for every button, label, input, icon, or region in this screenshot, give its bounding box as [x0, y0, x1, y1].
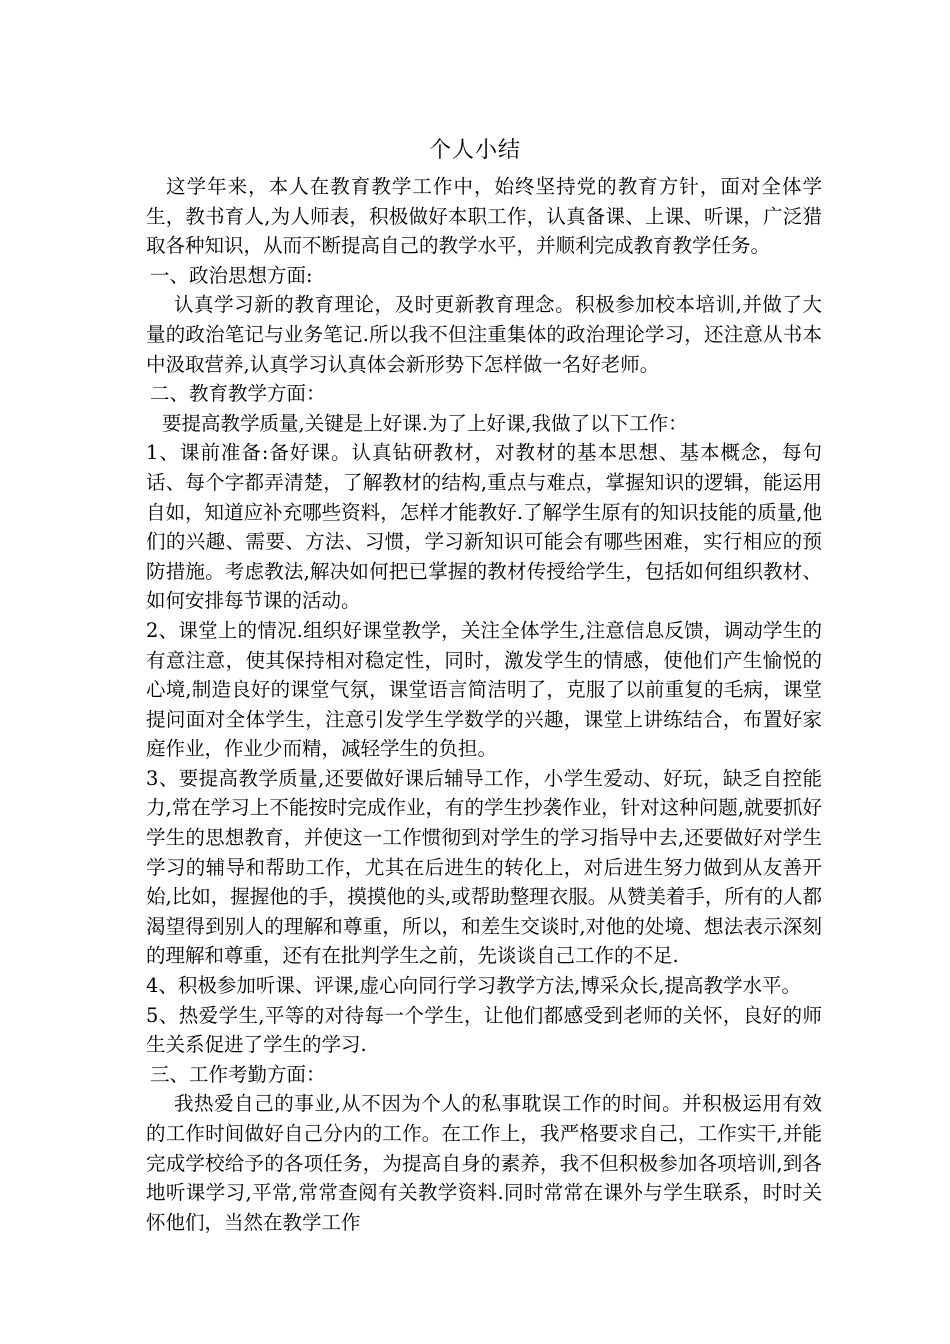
paragraph-intro: 这学年来，本人在教育教学工作中，始终坚持党的教育方针，面对全体学生，教书育人,为人师表，积极做好本职工作，认真备课、上课、听课，广泛猎取各种知识，从而不断提高自己的教学水平，并顺利完成教育教学任务。	[146, 175, 822, 258]
document-title: 个人小结	[428, 138, 521, 163]
section-heading-teaching: 二、教育教学方面：	[150, 382, 326, 406]
list-item-3: 3、要提高教学质量,还要做好课后辅导工作，小学生爱动、好玩，缺乏自控能力,常在学习上不能按时完成作业，有的学生抄袭作业，针对这种问题,就要抓好学生的思想教育，并使这一工作惯彻到对学生的学习指导中去,还要做好对学生学习的辅导和帮助工作，尤其在后进生的转化上，对后进生努力做到从友善开始,比如，握握他的手，摸摸他的头,或帮助整理衣服。从赞美着手，所有的人都渴望得到别人的理解和尊重，所以，和差生交谈时,对他的处境、想法表示深刻的理解和尊重，还有在批判学生之前，先谈谈自己工作的不足.	[146, 766, 822, 968]
list-item-4: 4、积极参加听课、评课,虚心向同行学习教学方法,博采众长,提高教学水平。	[146, 974, 802, 998]
section-heading-attendance: 三、工作考勤方面：	[150, 1062, 326, 1086]
paragraph-teaching-intro: 要提高教学质量,关键是上好课.为了上好课,我做了以下工作：	[162, 411, 688, 435]
list-item-1: 1、课前准备:备好课。认真钻研教材，对教材的基本思想、基本概念，每句话、每个字都弄清楚，了解教材的结构,重点与难点，掌握知识的逻辑，能运用自如，知道应补充哪些资料，怎样才能教好.了解学生原有的知识技能的质量,他们的兴趣、需要、方法、习惯，学习新知识可能会有哪些困难，实行相应的预防措施。考虑教法,解决如何把已掌握的教材传授给学生，包括如何组织教材、如何安排每节课的活动。	[146, 441, 822, 613]
list-item-2: 2、课堂上的情况.组织好课堂教学，关注全体学生,注意信息反馈，调动学生的有意注意，使其保持相对稳定性，同时，激发学生的情感，使他们产生愉悦的心境,制造良好的课堂气氛，课堂语言简洁明了，克服了以前重复的毛病，课堂提问面对全体学生，注意引发学生学数学的兴趣，课堂上讲练结合，布置好家庭作业，作业少而精，减轻学生的负担。	[146, 618, 822, 761]
document-body	[146, 172, 822, 1237]
paragraph-politics: 认真学习新的教育理论，及时更新教育理念。积极参加校本培训,并做了大量的政治笔记与业务笔记.所以我不但注重集体的政治理论学习，还注意从书本中汲取营养,认真学习认真体会新形势下怎样做一名好老师。	[146, 293, 822, 376]
section-heading-politics: 一、政治思想方面:	[150, 263, 313, 287]
list-item-5: 5、热爱学生,平等的对待每一个学生，让他们都感受到老师的关怀，良好的师生关系促进了学生的学习.	[146, 1003, 822, 1057]
paragraph-attendance: 我热爱自己的事业,从不因为个人的私事耽误工作的时间。并积极运用有效的工作时间做好自己分内的工作。在工作上，我严格要求自己，工作实干,并能完成学校给予的各项任务，为提高自身的素养，我不但积极参加各项培训,到各地听课学习,平常,常常查阅有关教学资料.同时常常在课外与学生联系，时时关怀他们，当然在教学工作	[146, 1092, 822, 1234]
